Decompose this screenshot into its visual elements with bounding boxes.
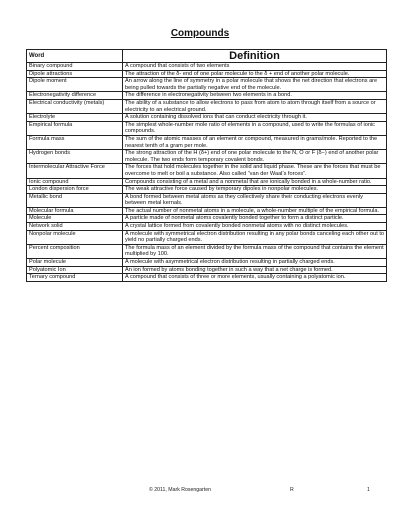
term-cell: Electrical conductivity (metals) bbox=[27, 99, 123, 113]
definition-cell: A particle made of nonmetal atoms covalently bonded together to form a distinct particle. bbox=[123, 215, 387, 223]
table-row bbox=[27, 266, 387, 274]
table-row bbox=[27, 186, 387, 194]
glossary-table bbox=[26, 49, 387, 282]
definition-cell: The ability of a substance to allow electrons to pass from atom to atom through itself from a source or electricity to an electrical ground. bbox=[123, 99, 387, 113]
definition-cell: The attraction of the δ- end of one polar molecule to the δ + end of another polar molecule. bbox=[123, 70, 387, 78]
definition-cell: The forces that hold molecules together in the solid and liquid phase. These are the forces that must be overcome to melt or boil a substance. Also called “van der Waal’s forces”. bbox=[123, 164, 387, 178]
term-cell: Network solid bbox=[27, 223, 123, 231]
table-row bbox=[27, 78, 387, 92]
term-cell: Dipole attractions bbox=[27, 70, 123, 78]
term-cell: Hydrogen bonds bbox=[27, 150, 123, 164]
table-row bbox=[27, 178, 387, 186]
page-number: 1 bbox=[367, 487, 370, 493]
table-row bbox=[27, 244, 387, 258]
definition-cell: The difference in electronegativity between two elements in a bond. bbox=[123, 92, 387, 100]
term-cell: Ternary compound bbox=[27, 274, 123, 282]
term-cell: Formula mass bbox=[27, 135, 123, 149]
table-row bbox=[27, 230, 387, 244]
term-cell: Polar molecule bbox=[27, 259, 123, 267]
term-cell: Molecular formula bbox=[27, 207, 123, 215]
definition-cell: An ion formed by atoms bonding together in such a way that a net charge is formed. bbox=[123, 266, 387, 274]
definition-cell: The actual number of nonmetal atoms in a molecule, a whole-number multiple of the empirical formula. bbox=[123, 207, 387, 215]
term-cell: Electronegativity difference bbox=[27, 92, 123, 100]
table-row bbox=[27, 207, 387, 215]
glossary-rows bbox=[27, 63, 387, 282]
definition-cell: The formula mass of an element divided by the formula mass of the compound that contains the element multiplied by 100. bbox=[123, 244, 387, 258]
term-cell: Empirical formula bbox=[27, 121, 123, 135]
definition-cell: A bond formed between metal atoms as they collectively share their conducting electrons evenly between metal kernals. bbox=[123, 193, 387, 207]
table-row bbox=[27, 223, 387, 231]
term-cell: Dipole moment bbox=[27, 78, 123, 92]
definition-cell: A molecule with asymmetrical electron distribution resulting in partially charged ends. bbox=[123, 259, 387, 267]
table-row bbox=[27, 164, 387, 178]
definition-cell: The simplest whole-number mole ratio of elements in a compound, used to write the formulas of ionic compounds. bbox=[123, 121, 387, 135]
definition-cell: The weak attractive force caused by temporary dipoles in nonpolar molecules. bbox=[123, 186, 387, 194]
table-header-row bbox=[27, 50, 387, 63]
term-cell: London dispersion force bbox=[27, 186, 123, 194]
definition-cell: Compounds consisting of a metal and a nonmetal that are ionically bonded in a whole-number ratio. bbox=[123, 178, 387, 186]
definition-column-header: Definition bbox=[123, 50, 387, 63]
term-cell: Percent composition bbox=[27, 244, 123, 258]
definition-cell: A solution containing dissolved ions that can conduct electricity through it. bbox=[123, 114, 387, 122]
definition-cell: The strong attraction of the H (δ+) end of one polar molecule to the N, O or F (δ−) end of another polar molecule. The two ends form temporary covalent bonds. bbox=[123, 150, 387, 164]
definition-cell: A compound that consists of two elements bbox=[123, 63, 387, 71]
page-title: Compounds bbox=[170, 28, 230, 39]
word-column-header: Word bbox=[27, 50, 123, 63]
table-row bbox=[27, 63, 387, 71]
table-row bbox=[27, 99, 387, 113]
table-row bbox=[27, 150, 387, 164]
table-row bbox=[27, 215, 387, 223]
copyright-text: © 2011, Mark Rosengarten bbox=[149, 487, 211, 493]
table-row bbox=[27, 121, 387, 135]
term-cell: Metallic bond bbox=[27, 193, 123, 207]
table-row bbox=[27, 114, 387, 122]
term-cell: Binary compound bbox=[27, 63, 123, 71]
term-cell: Molecule bbox=[27, 215, 123, 223]
definition-cell: An arrow along the line of symmetry in a polar molecule that shows the net direction that electrons are being pulled towards the partially negative end of the molecule. bbox=[123, 78, 387, 92]
table-row bbox=[27, 274, 387, 282]
table-row bbox=[27, 135, 387, 149]
table-row bbox=[27, 70, 387, 78]
table-row bbox=[27, 193, 387, 207]
term-cell: Electrolyte bbox=[27, 114, 123, 122]
term-cell: Ionic compound bbox=[27, 178, 123, 186]
definition-cell: The sum of the atomic masses of an element or compound, measured in grams/mole. Reported to the nearest tenth of a gram per mole. bbox=[123, 135, 387, 149]
term-cell: Nonpolar molecule bbox=[27, 230, 123, 244]
definition-cell: A crystal lattice formed from covalently bonded nonmetal atoms with no distinct molecules. bbox=[123, 223, 387, 231]
table-row bbox=[27, 259, 387, 267]
term-cell: Intermolecular Attractive Force bbox=[27, 164, 123, 178]
definition-cell: A molecule with symmetrical electron distribution resulting in any polar bonds canceling each other out to yield no partially charged ends. bbox=[123, 230, 387, 244]
footer-code: R bbox=[290, 487, 294, 493]
term-cell: Polyatomic Ion bbox=[27, 266, 123, 274]
table-row bbox=[27, 92, 387, 100]
definition-cell: A compound that consists of three or more elements, usually containing a polyatomic ion. bbox=[123, 274, 387, 282]
